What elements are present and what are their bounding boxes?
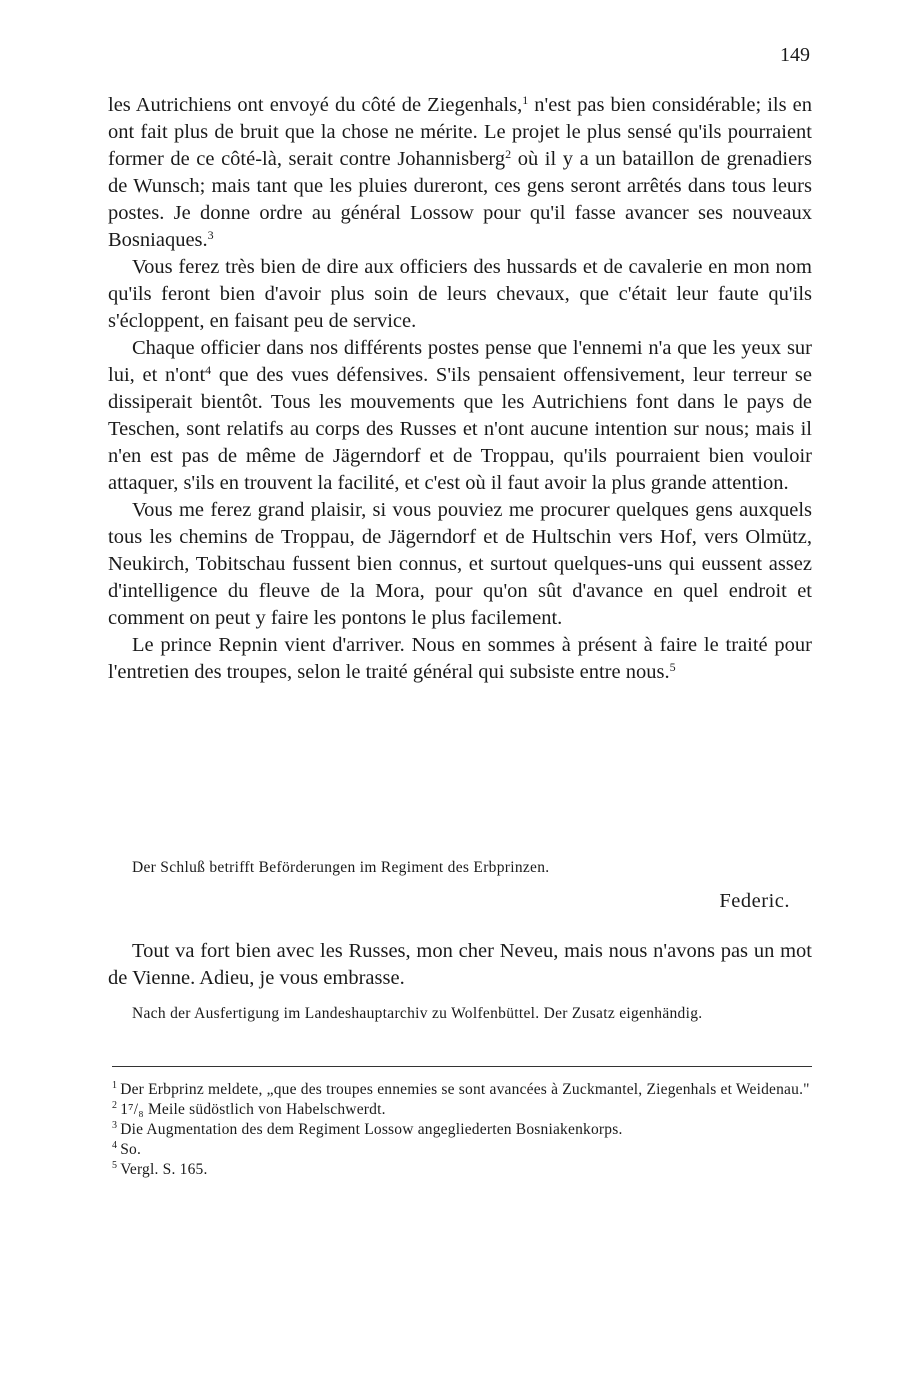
paragraph-text: Le prince Repnin vient d'arriver. Nous en sommes à présent à faire le traité pour l'entretien des troupes, selon le traité général qui subsiste entre nous. [108,634,812,683]
footnote-5 [112,1160,812,1180]
footnote-ref: 3 [207,228,214,242]
footnote-text: Die Augmentation des dem Regiment Lossow angegliederten Bosniakenkorps. [120,1121,623,1138]
signature: Federic. [719,890,790,912]
footnote-ref: 5 [669,660,676,674]
footnote-ref: 4 [205,363,212,377]
paragraph-text: où il y a un bataillon de grenadiers de Wunsch; mais tant que les pluies dureront, ces gens seront arrêtés dans tous leurs postes. Je donne ordre au général Lossow pour qu'il fasse avancer ses nouveaux Bosniaques. [108,148,812,251]
footnote-ref: 1 [522,93,529,107]
footnote-text: Vergl. S. 165. [120,1161,208,1178]
footnote-text: Der Erbprinz meldete, „que des troupes ennemies se sont avancées à Zuckmantel, Ziegenhals et Weidenau." [120,1081,810,1098]
paragraph-text: que des vues défensives. S'ils pensaient offensivement, leur terreur se dissiperait bientôt. Tous les mouvements que les Autrichiens font dans le pays de Teschen, sont relatifs au corps des Russes et n'ont aucune intention sur nous; mais il n'en est pas de même de Jägerndorf et de Troppau, qu'ils pourraient bien vouloir attaquer, s'ils en trouvent la facilité, et c'est où il faut avoir la plus grande attention. [108,364,813,494]
paragraph-text: Chaque officier dans nos différents postes pense que l'ennemi n'a que les yeux sur lui, et n'ont [108,337,812,386]
source-note: Nach der Ausfertigung im Landeshauptarchiv zu Wolfenbüttel. Der Zusatz eigenhändig. [132,1005,703,1022]
footnote-mark: 3 [112,1120,118,1131]
footnotes [112,1080,812,1180]
postscript [108,938,812,992]
footnote-mark: 4 [112,1140,118,1151]
footnote-4 [112,1140,812,1160]
footnote-1 [112,1080,812,1100]
footnote-divider [112,1066,812,1067]
page-number: 149 [780,44,810,66]
letter-body [108,92,812,686]
editorial-note: Der Schluß betrifft Beförderungen im Regiment des Erbprinzen. [132,859,550,876]
paragraph-4 [108,497,812,632]
paragraph-1 [108,92,812,254]
footnote-2 [112,1100,812,1120]
footnote-mark: 1 [112,1080,118,1091]
postscript-text: Tout va fort bien avec les Russes, mon cher Neveu, mais nous n'avons pas un mot de Vienne. Adieu, je vous embrasse. [108,940,812,989]
paragraph-3 [108,335,812,497]
paragraph-2 [108,254,812,335]
paragraph-text: Vous me ferez grand plaisir, si vous pouviez me procurer quelques gens auxquels tous les chemins de Troppau, de Jägerndorf et de Hultschin vers Hof, vers Olmütz, Neukirch, Tobitschau fussent bien connus, et surtout quelques-uns qui eussent assez d'intelligence du fleuve de la Mora, pour qu'on sût d'avance en quel endroit et comment on peut y faire les pontons le plus facilement. [108,499,812,629]
footnote-text: 1⁷/₈ Meile südöstlich von Habelschwerdt. [120,1101,386,1118]
footnote-mark: 5 [112,1160,118,1171]
footnote-3 [112,1120,812,1140]
paragraph-text: les Autrichiens ont envoyé du côté de Ziegenhals, [108,94,523,116]
footnote-mark: 2 [112,1100,118,1111]
footnote-ref: 2 [505,147,512,161]
paragraph-text: n'est pas bien considérable; ils en ont fait plus de bruit que la chose ne mérite. Le projet le plus sensé qu'ils pourraient former de ce côté-là, serait contre Johannisberg [108,94,813,170]
paragraph-text: Vous ferez très bien de dire aux officiers des hussards et de cavalerie en mon nom qu'ils feront bien d'avoir plus soin de leurs chevaux, que c'était leur faute qu'ils s'écloppent, en faisant peu de service. [108,256,812,332]
footnote-text: So. [120,1141,142,1158]
paragraph-5 [108,632,812,686]
